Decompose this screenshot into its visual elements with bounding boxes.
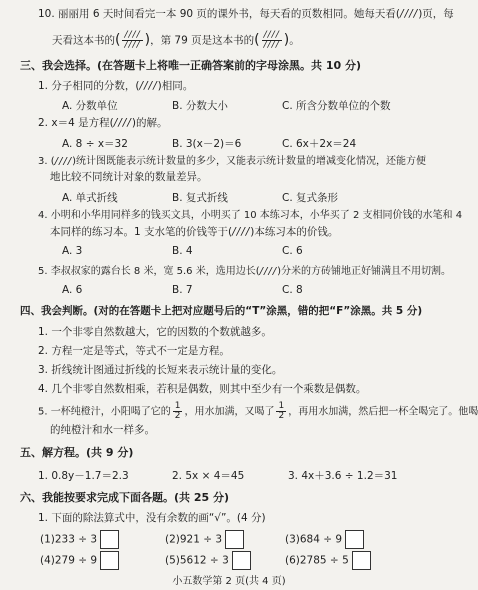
s4-q2: 2. 方程一定是等式，等式不一定是方程。 xyxy=(38,345,230,357)
s3-q4-option-b: B. 4 xyxy=(172,245,193,257)
q10-line2-text-b: ，第 79 页是这本书的 xyxy=(150,34,255,47)
s3-q4-line1: 4. 小明和小华用同样多的钱买文具，小明买了 10 本练习本，小华买了 2 支相同价钱的水笔和 4 xyxy=(38,210,463,221)
q10-fraction-blank-2: $\frac{////}{////}$ xyxy=(263,30,280,50)
s3-q1-option-c: C. 所含分数单位的个数 xyxy=(282,100,391,112)
s3-q1-stem: 1. 分子相同的分数，(////)相同。 xyxy=(38,80,194,92)
answer-box[interactable] xyxy=(100,551,119,570)
q10-blank: //// xyxy=(400,8,419,20)
answer-box[interactable] xyxy=(225,530,244,549)
s4-q5: 5. 一杯纯橙汁，小阳喝了它的 $\frac{1}{2}$ ，用水加满，又喝了 $\frac{1}{2}$ ，再用水加满，然后把一杯全喝完了。他喝 xyxy=(38,401,478,421)
s3-q5-option-a: A. 6 xyxy=(62,284,83,296)
s3-q3-option-c: C. 复式条形 xyxy=(282,192,339,204)
s3-q4-blank: //// xyxy=(232,226,251,238)
q10-line1 xyxy=(38,8,454,21)
q10-line2: 天看这本书的( $\frac{////}{////}$ )，第 79 页是这本书的( $\frac{////}{////}$ )。 xyxy=(52,30,300,50)
s3-q4-option-c: C. 6 xyxy=(282,245,303,257)
section-5-title: 五、解方程。(共 9 分) xyxy=(20,446,134,459)
answer-box[interactable] xyxy=(100,530,119,549)
s3-q3-blank: //// xyxy=(54,156,73,167)
s3-q1-option-b: B. 分数大小 xyxy=(172,100,228,112)
division-item-3: (3)684 ÷ 9 xyxy=(285,530,364,549)
s3-q5-blank: //// xyxy=(259,266,278,277)
s5-equation-2: 2. 5x × 4＝45 xyxy=(172,470,245,482)
division-item-5: (5)5612 ÷ 3 xyxy=(165,551,251,570)
s3-q1-blank: //// xyxy=(139,80,158,92)
page-footer: 小五数学第 2 页(共 4 页) xyxy=(172,576,286,587)
s3-q2-option-b: B. 3(x－2)＝6 xyxy=(172,138,242,150)
answer-box[interactable] xyxy=(352,551,371,570)
q10-text-a: 10. 丽丽用 6 天时间看完一本 90 页的课外书，每天看的页数相同。她每天看( xyxy=(38,8,401,20)
s5-equation-3: 3. 4x＋3.6 ÷ 1.2＝31 xyxy=(288,470,398,482)
q10-text-b: )页，每 xyxy=(418,8,454,20)
section-3-title: 三、我会选择。(在答题卡上将唯一正确答案前的字母涂黑。共 10 分) xyxy=(20,59,362,72)
fraction-one-half: $\frac{1}{2}$ xyxy=(174,401,181,421)
s3-q3-line2: 地比较不同统计对象的数量差异。 xyxy=(50,171,208,183)
s4-q1: 1. 一个非零自然数越大，它的因数的个数就越多。 xyxy=(38,326,272,338)
s3-q4-option-a: A. 3 xyxy=(62,245,83,257)
section-6-title: 六、我能按要求完成下面各题。(共 25 分) xyxy=(20,491,230,504)
q10-line2-text: 天看这本书的 xyxy=(52,34,115,47)
s3-q5-option-b: B. 7 xyxy=(172,284,193,296)
division-item-1: (1)233 ÷ 3 xyxy=(40,530,119,549)
s3-q5-option-c: C. 8 xyxy=(282,284,303,296)
s4-q3: 3. 折线统计图通过折线的长短来表示统计量的变化。 xyxy=(38,364,283,376)
section-4-title: 四、我会判断。(对的在答题卡上把对应题号后的“T”涂黑，错的把“F”涂黑。共 5 分) xyxy=(20,305,423,317)
s3-q4-line2: 本同样的练习本。1 支水笔的价钱等于(////)本练习本的价钱。 xyxy=(50,226,339,238)
s3-q5-stem: 5. 李叔叔家的露台长 8 米，宽 5.6 米，选用边长(////)分米的方砖铺地正好铺满且不用切割。 xyxy=(38,266,451,277)
fraction-one-half-2: $\frac{1}{2}$ xyxy=(278,401,285,421)
s4-q5-line2: 的纯橙汁和水一样多。 xyxy=(50,424,155,436)
s6-q1-stem: 1. 下面的除法算式中，没有余数的画“√”。(4 分) xyxy=(38,512,266,524)
s3-q3-option-a: A. 单式折线 xyxy=(62,192,118,204)
s5-equation-1: 1. 0.8y－1.7＝2.3 xyxy=(38,470,129,482)
s3-q2-stem: 2. x＝4 是方程(////)的解。 xyxy=(38,117,168,129)
s3-q1-option-a: A. 分数单位 xyxy=(62,100,118,112)
division-item-2: (2)921 ÷ 3 xyxy=(165,530,244,549)
answer-box[interactable] xyxy=(232,551,251,570)
answer-box[interactable] xyxy=(345,530,364,549)
s3-q2-option-a: A. 8 ÷ x＝32 xyxy=(62,138,128,150)
s3-q2-blank: //// xyxy=(113,117,132,129)
s3-q2-option-c: C. 6x＋2x＝24 xyxy=(282,138,357,150)
s3-q3-stem: 3. (////)统计图既能表示统计数量的多少，又能表示统计数量的增减变化情况，还能方便 xyxy=(38,156,427,167)
q10-fraction-blank-1: $\frac{////}{////}$ xyxy=(124,30,141,50)
s3-q3-option-b: B. 复式折线 xyxy=(172,192,228,204)
division-item-6: (6)2785 ÷ 5 xyxy=(285,551,371,570)
division-item-4: (4)279 ÷ 9 xyxy=(40,551,119,570)
s4-q4: 4. 几个非零自然数相乘，若积是偶数，则其中至少有一个乘数是偶数。 xyxy=(38,383,367,395)
